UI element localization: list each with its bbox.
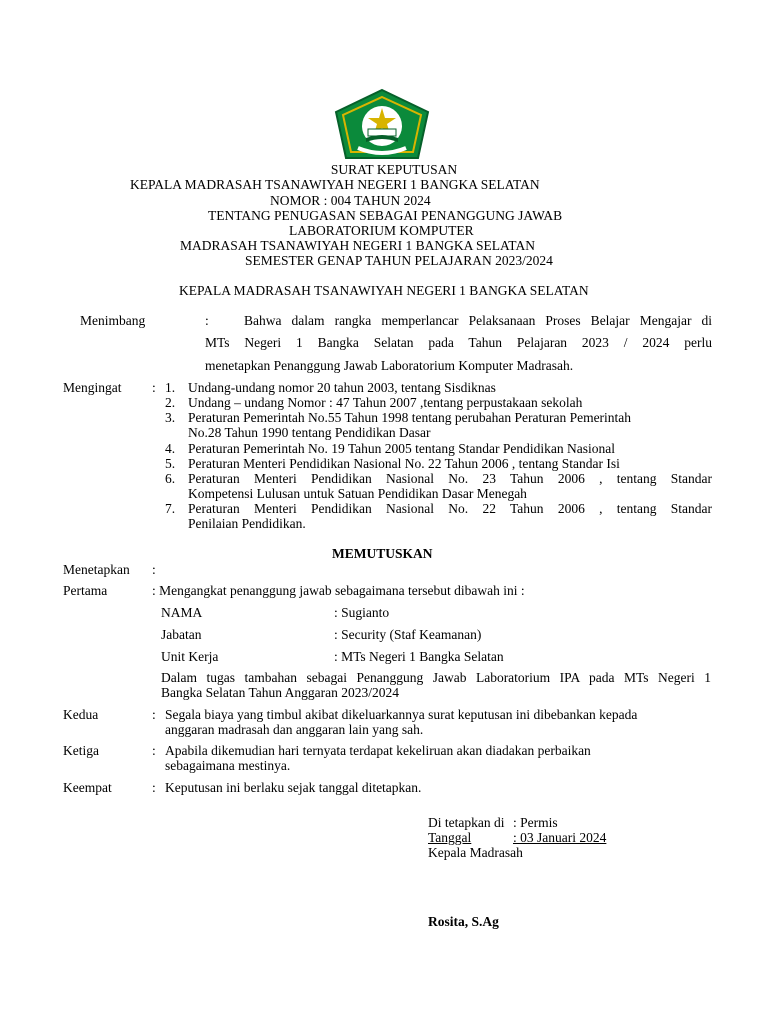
ketiga-label: Ketiga	[63, 743, 99, 758]
list-item-continuation: Penilaian Pendidikan.	[188, 516, 306, 531]
mengingat-colon: :	[152, 380, 156, 395]
ketiga-colon: :	[152, 743, 156, 758]
memutuskan-heading: MEMUTUSKAN	[332, 546, 433, 561]
ditetapkan-label: Di tetapkan di	[428, 815, 505, 830]
menimbang-line-2: MTs Negeri 1 Bangka Selatan pada Tahun Pelajaran 2023 / 2024 perlu	[205, 335, 712, 350]
ketiga-line-1: Apabila dikemudian hari ternyata terdapat kekeliruan akan diadakan perbaikan	[165, 743, 591, 758]
tanggal-value: : 03 Januari 2024	[513, 830, 607, 845]
tanggal-label-text: Tanggal	[428, 830, 472, 845]
header-institution: KEPALA MADRASAH TSANAWIYAH NEGERI 1 BANGKA SELATAN	[130, 177, 540, 192]
menetapkan-colon: :	[152, 562, 156, 577]
list-item-number: 2.	[165, 395, 176, 410]
mengingat-label: Mengingat	[63, 380, 122, 395]
menimbang-line-3: menetapkan Penanggung Jawab Laboratorium Komputer Madrasah.	[205, 358, 574, 373]
menimbang-colon: :	[205, 313, 209, 328]
document-title: SURAT KEPUTUSAN	[330, 162, 458, 177]
list-item: Peraturan Pemerintah No.55 Tahun 1998 tentang perubahan Peraturan Pemerintah	[188, 410, 632, 425]
list-item-continuation: Kompetensi Lulusan untuk Satuan Pendidikan Dasar Menegah	[188, 486, 527, 501]
tugas-tambahan-line-1: Dalam tugas tambahan sebagai Penanggung Jawab Laboratorium IPA pada MTs Negeri 1	[161, 670, 711, 685]
kedua-line-1: Segala biaya yang timbul akibat dikeluarkannya surat keputusan ini dibebankan kepada	[165, 707, 638, 722]
list-item-continuation: No.28 Tahun 1990 tentang Pendidikan Dasar	[188, 425, 431, 440]
header-kepala: KEPALA MADRASAH TSANAWIYAH NEGERI 1 BANGKA SELATAN	[179, 283, 589, 298]
field-value-jabatan: : Security (Staf Keamanan)	[334, 627, 482, 642]
list-item: Undang – undang Nomor : 47 Tahun 2007 ,tentang perpustakaan sekolah	[188, 395, 583, 410]
pertama-text: : Mengangkat penanggung jawab sebagaimana tersebut dibawah ini :	[152, 583, 525, 598]
header-semester: SEMESTER GENAP TAHUN PELAJARAN 2023/2024	[245, 253, 553, 268]
header-tentang-2: LABORATORIUM KOMPUTER	[289, 223, 474, 238]
list-item: Undang-undang nomor 20 tahun 2003, tentang Sisdiknas	[188, 380, 496, 395]
keempat-label: Keempat	[63, 780, 112, 795]
ditetapkan-value: : Permis	[513, 815, 558, 830]
list-item: Peraturan Menteri Pendidikan Nasional No. 22 Tahun 2006 , tentang Standar Isi	[188, 456, 620, 471]
list-item-number: 3.	[165, 410, 176, 425]
signatory-title: Kepala Madrasah	[428, 845, 523, 860]
menimbang-label: Menimbang	[80, 313, 146, 328]
header-tentang-1: TENTANG PENUGASAN SEBAGAI PENANGGUNG JAWAB	[208, 208, 563, 223]
kedua-line-2: anggaran madrasah dan anggaran lain yang sah.	[165, 722, 424, 737]
field-value-nama: : Sugianto	[334, 605, 390, 620]
tanggal-label	[428, 830, 514, 846]
header-nomor: NOMOR : 004 TAHUN 2024	[270, 193, 431, 208]
menimbang-line-1: Bahwa dalam rangka memperlancar Pelaksanaan Proses Belajar Mengajar di	[244, 313, 712, 328]
header-madrasah: MADRASAH TSANAWIYAH NEGERI 1 BANGKA SELATAN	[180, 238, 535, 253]
list-item-number: 6.	[165, 471, 176, 486]
menetapkan-label: Menetapkan	[63, 562, 130, 577]
pertama-label: Pertama	[63, 583, 108, 598]
list-item-number: 7.	[165, 501, 176, 516]
list-item: Peraturan Pemerintah No. 19 Tahun 2005 tentang Standar Pendidikan Nasional	[188, 441, 615, 456]
field-value-unit-kerja: : MTs Negeri 1 Bangka Selatan	[334, 649, 504, 664]
field-label-unit-kerja: Unit Kerja	[161, 649, 219, 664]
kedua-colon: :	[152, 707, 156, 722]
kedua-label: Kedua	[63, 707, 99, 722]
list-item-number: 4.	[165, 441, 176, 456]
field-label-jabatan: Jabatan	[161, 627, 202, 642]
list-item: Peraturan Menteri Pendidikan Nasional No. 23 Tahun 2006 , tentang Standar	[188, 471, 712, 486]
list-item: Peraturan Menteri Pendidikan Nasional No. 22 Tahun 2006 , tentang Standar	[188, 501, 712, 516]
signatory-name: Rosita, S.Ag	[428, 914, 499, 929]
ketiga-line-2: sebagaimana mestinya.	[165, 758, 291, 773]
keempat-colon: :	[152, 780, 156, 795]
list-item-number: 5.	[165, 456, 176, 471]
kemenag-logo	[330, 88, 434, 168]
field-label-nama: NAMA	[161, 605, 203, 620]
keempat-line-1: Keputusan ini berlaku sejak tanggal ditetapkan.	[165, 780, 422, 795]
tugas-tambahan-line-2: Bangka Selatan Tahun Anggaran 2023/2024	[161, 685, 400, 700]
list-item-number: 1.	[165, 380, 176, 395]
